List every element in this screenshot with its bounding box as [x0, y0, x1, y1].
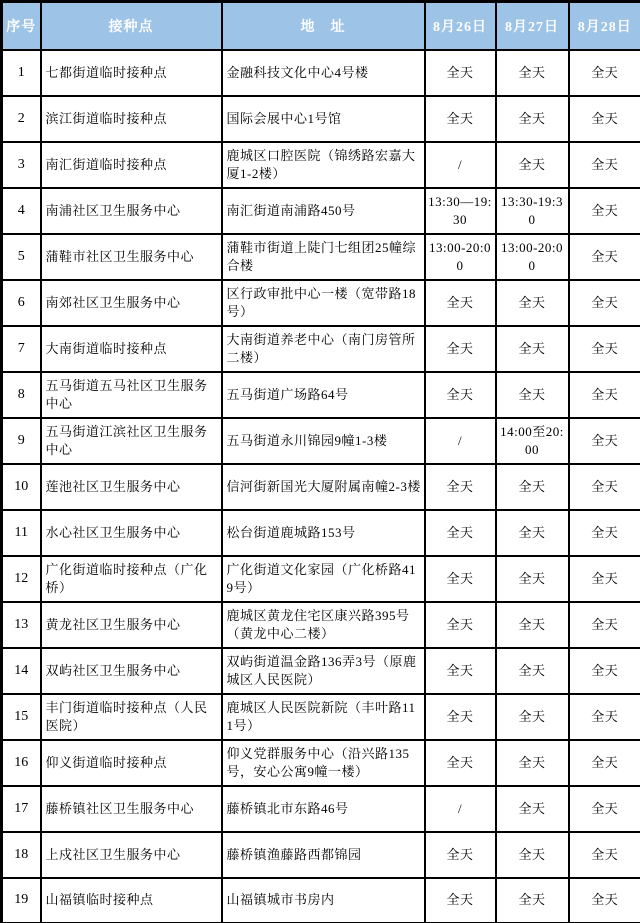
serial-cell: 11 [2, 510, 41, 556]
date-aug26-cell: 全天 [425, 96, 496, 142]
serial-cell: 13 [2, 602, 41, 648]
table-body [2, 50, 640, 923]
address-cell: 鹿城区黄龙住宅区康兴路395号（黄龙中心二楼） [222, 602, 425, 648]
table-row [2, 326, 640, 372]
site-cell: 水心社区卫生服务中心 [41, 510, 222, 556]
header-row [2, 2, 640, 50]
table-row [2, 50, 640, 96]
date-aug27-cell: 全天 [496, 142, 569, 188]
site-cell: 山福镇临时接种点 [41, 878, 222, 923]
date-aug28-cell: 全天 [569, 234, 640, 280]
date-aug27-cell: 全天 [496, 96, 569, 142]
date-aug26-cell: 全天 [425, 50, 496, 96]
serial-cell: 18 [2, 832, 41, 878]
date-aug26-cell: 全天 [425, 280, 496, 326]
serial-cell: 2 [2, 96, 41, 142]
serial-cell: 5 [2, 234, 41, 280]
header-aug28: 8月28日 [569, 2, 640, 50]
date-aug28-cell: 全天 [569, 740, 640, 786]
site-cell: 藤桥镇社区卫生服务中心 [41, 786, 222, 832]
date-aug26-cell: 全天 [425, 648, 496, 694]
date-aug26-cell: 全天 [425, 372, 496, 418]
serial-cell: 15 [2, 694, 41, 740]
site-cell: 七都街道临时接种点 [41, 50, 222, 96]
site-cell: 莲池社区卫生服务中心 [41, 464, 222, 510]
serial-cell: 6 [2, 280, 41, 326]
site-cell: 南浦社区卫生服务中心 [41, 188, 222, 234]
address-cell: 广化街道文化家园（广化桥路419号） [222, 556, 425, 602]
date-aug26-cell: / [425, 142, 496, 188]
table-header [2, 2, 640, 50]
date-aug27-cell: 全天 [496, 694, 569, 740]
date-aug27-cell: 全天 [496, 832, 569, 878]
address-cell: 金融科技文化中心4号楼 [222, 50, 425, 96]
serial-cell: 16 [2, 740, 41, 786]
site-cell: 丰门街道临时接种点（人民医院） [41, 694, 222, 740]
header-address: 地 址 [222, 2, 425, 50]
date-aug26-cell: 全天 [425, 878, 496, 923]
date-aug28-cell: 全天 [569, 464, 640, 510]
date-aug28-cell: 全天 [569, 372, 640, 418]
date-aug28-cell: 全天 [569, 50, 640, 96]
table-row [2, 694, 640, 740]
date-aug26-cell: 13:00-20:00 [425, 234, 496, 280]
table-row [2, 510, 640, 556]
date-aug28-cell: 全天 [569, 878, 640, 923]
address-cell: 鹿城区口腔医院（锦绣路宏嘉大厦1-2楼） [222, 142, 425, 188]
address-cell: 藤桥镇渔藤路西都锦园 [222, 832, 425, 878]
address-cell: 信河街新国光大厦附属南幢2-3楼 [222, 464, 425, 510]
date-aug26-cell: / [425, 418, 496, 464]
address-cell: 鹿城区人民医院新院（丰叶路111号） [222, 694, 425, 740]
serial-cell: 1 [2, 50, 41, 96]
address-cell: 双屿街道温金路136弄3号（原鹿城区人民医院） [222, 648, 425, 694]
table-row [2, 832, 640, 878]
serial-cell: 17 [2, 786, 41, 832]
address-cell: 松台街道鹿城路153号 [222, 510, 425, 556]
site-cell: 南郊社区卫生服务中心 [41, 280, 222, 326]
site-cell: 五马街道江滨社区卫生服务中心 [41, 418, 222, 464]
address-cell: 山福镇城市书房内 [222, 878, 425, 923]
date-aug26-cell: 全天 [425, 602, 496, 648]
address-cell: 仰义党群服务中心（沿兴路135号，安心公寓9幢一楼） [222, 740, 425, 786]
date-aug28-cell: 全天 [569, 280, 640, 326]
date-aug28-cell: 全天 [569, 786, 640, 832]
date-aug26-cell: 全天 [425, 832, 496, 878]
date-aug26-cell: 全天 [425, 326, 496, 372]
header-aug27: 8月27日 [496, 2, 569, 50]
address-cell: 大南街道养老中心（南门房管所二楼） [222, 326, 425, 372]
serial-cell: 8 [2, 372, 41, 418]
date-aug27-cell: 全天 [496, 280, 569, 326]
site-cell: 五马街道五马社区卫生服务中心 [41, 372, 222, 418]
table-row [2, 234, 640, 280]
table-row [2, 142, 640, 188]
date-aug27-cell: 14:00至20:00 [496, 418, 569, 464]
table-row [2, 280, 640, 326]
date-aug27-cell: 全天 [496, 740, 569, 786]
site-cell: 南汇街道临时接种点 [41, 142, 222, 188]
date-aug28-cell: 全天 [569, 556, 640, 602]
address-cell: 五马街道永川锦园9幢1-3楼 [222, 418, 425, 464]
date-aug27-cell: 全天 [496, 510, 569, 556]
date-aug28-cell: 全天 [569, 648, 640, 694]
date-aug27-cell: 全天 [496, 648, 569, 694]
table-row [2, 372, 640, 418]
date-aug28-cell: 全天 [569, 96, 640, 142]
date-aug28-cell: 全天 [569, 694, 640, 740]
table-row [2, 188, 640, 234]
site-cell: 黄龙社区卫生服务中心 [41, 602, 222, 648]
site-cell: 滨江街道临时接种点 [41, 96, 222, 142]
site-cell: 上戍社区卫生服务中心 [41, 832, 222, 878]
header-serial: 序号 [2, 2, 41, 50]
site-cell: 双屿社区卫生服务中心 [41, 648, 222, 694]
table-row [2, 602, 640, 648]
site-cell: 广化街道临时接种点（广化桥） [41, 556, 222, 602]
table-row [2, 786, 640, 832]
date-aug28-cell: 全天 [569, 326, 640, 372]
header-site: 接种点 [41, 2, 222, 50]
date-aug27-cell: 全天 [496, 50, 569, 96]
serial-cell: 14 [2, 648, 41, 694]
date-aug26-cell: 全天 [425, 740, 496, 786]
date-aug27-cell: 全天 [496, 372, 569, 418]
table-row [2, 648, 640, 694]
site-cell: 大南街道临时接种点 [41, 326, 222, 372]
date-aug28-cell: 全天 [569, 418, 640, 464]
date-aug27-cell: 13:00-20:00 [496, 234, 569, 280]
address-cell: 区行政审批中心一楼（宽带路18号） [222, 280, 425, 326]
date-aug27-cell: 全天 [496, 786, 569, 832]
serial-cell: 9 [2, 418, 41, 464]
address-cell: 藤桥镇北市东路46号 [222, 786, 425, 832]
date-aug27-cell: 13:30-19:30 [496, 188, 569, 234]
date-aug27-cell: 全天 [496, 556, 569, 602]
date-aug28-cell: 全天 [569, 188, 640, 234]
site-cell: 仰义街道临时接种点 [41, 740, 222, 786]
table-row [2, 96, 640, 142]
address-cell: 国际会展中心1号馆 [222, 96, 425, 142]
table-row [2, 740, 640, 786]
serial-cell: 19 [2, 878, 41, 923]
date-aug26-cell: / [425, 786, 496, 832]
table-row [2, 464, 640, 510]
serial-cell: 4 [2, 188, 41, 234]
serial-cell: 10 [2, 464, 41, 510]
serial-cell: 3 [2, 142, 41, 188]
header-aug26: 8月26日 [425, 2, 496, 50]
serial-cell: 12 [2, 556, 41, 602]
site-cell: 蒲鞋市社区卫生服务中心 [41, 234, 222, 280]
table-row [2, 556, 640, 602]
serial-cell: 7 [2, 326, 41, 372]
date-aug26-cell: 全天 [425, 694, 496, 740]
date-aug27-cell: 全天 [496, 464, 569, 510]
date-aug26-cell: 全天 [425, 510, 496, 556]
date-aug26-cell: 13:30—19:30 [425, 188, 496, 234]
date-aug26-cell: 全天 [425, 556, 496, 602]
date-aug28-cell: 全天 [569, 832, 640, 878]
table-row [2, 878, 640, 923]
table-row [2, 418, 640, 464]
date-aug27-cell: 全天 [496, 602, 569, 648]
date-aug28-cell: 全天 [569, 510, 640, 556]
date-aug28-cell: 全天 [569, 142, 640, 188]
address-cell: 五马街道广场路64号 [222, 372, 425, 418]
date-aug27-cell: 全天 [496, 878, 569, 923]
address-cell: 南汇街道南浦路450号 [222, 188, 425, 234]
date-aug26-cell: 全天 [425, 464, 496, 510]
date-aug28-cell: 全天 [569, 602, 640, 648]
date-aug27-cell: 全天 [496, 326, 569, 372]
address-cell: 蒲鞋市街道上陡门七组团25幢综合楼 [222, 234, 425, 280]
